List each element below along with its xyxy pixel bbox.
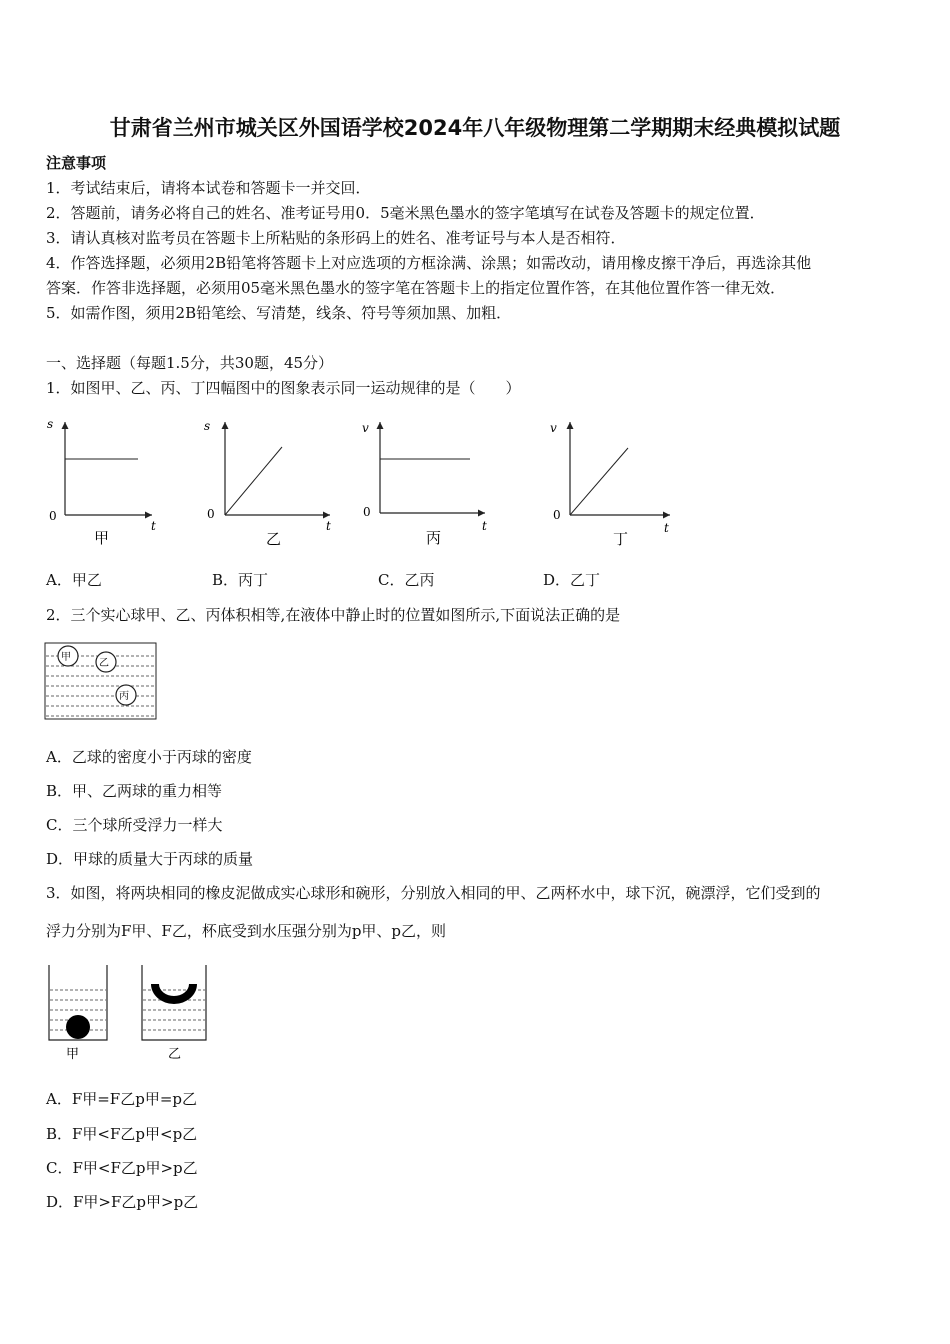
note-item: 1．考试结束后，请将本试卷和答题卡一并交回． — [46, 179, 371, 197]
graph-ding-origin: 0 — [553, 508, 561, 522]
cup-yi-label: 乙 — [168, 1047, 182, 1062]
note-item: 答案．作答非选择题，必须用05毫米黑色墨水的签字笔在答题卡上的指定位置作答，在其他位置作答一律无效． — [46, 279, 786, 297]
graph-bing-xlabel: t — [482, 519, 487, 533]
q3-option-a: A．F甲=F乙p甲=p乙 — [46, 1090, 197, 1108]
graph-ding-xlabel: t — [664, 521, 669, 535]
graph-ding — [550, 421, 670, 548]
ball-yi — [96, 652, 116, 672]
q2-option-d: D．甲球的质量大于丙球的质量 — [46, 850, 254, 868]
ball-jia-label: 甲 — [61, 652, 71, 663]
floating-bowl — [151, 984, 197, 1004]
q3-option-b: B．F甲<F乙p甲<p乙 — [46, 1125, 198, 1143]
sunk-ball — [66, 1015, 90, 1039]
notes-heading: 注意事项 — [46, 154, 107, 172]
note-item: 5．如需作图，须用2B铅笔绘、写清楚，线条、符号等须加黑、加粗． — [46, 304, 512, 322]
graph-yi-xlabel: t — [326, 519, 331, 533]
graph-yi-label: 乙 — [266, 530, 282, 548]
graph-jia-xlabel: t — [151, 519, 156, 533]
q2-option-a: A．乙球的密度小于丙球的密度 — [46, 748, 252, 766]
q3-option-c: C．F甲<F乙p甲>p乙 — [46, 1159, 198, 1177]
graph-yi — [204, 419, 331, 548]
graph-yi-origin: 0 — [207, 507, 215, 521]
graph-jia-label: 甲 — [94, 529, 110, 547]
q3-figure — [44, 960, 214, 1066]
graph-bing-label: 丙 — [426, 529, 442, 547]
section-heading: 一、选择题（每题1.5分，共30题，45分） — [46, 354, 334, 372]
graph-ding-label: 丁 — [613, 530, 629, 548]
graph-jia-ylabel: s — [47, 417, 54, 431]
q3-stem-line1: 3．如图，将两块相同的橡皮泥做成实心球形和碗形，分别放入相同的甲、乙两杯水中，球下沉，碗漂浮，它们受到的 — [46, 884, 821, 902]
graph-bing — [362, 421, 487, 547]
graph-yi-line — [225, 447, 282, 515]
note-item: 3．请认真核对监考员在答题卡上所粘贴的条形码上的姓名、准考证号与本人是否相符． — [46, 229, 626, 247]
page-title: 甘肃省兰州市城关区外国语学校2024年八年级物理第二学期期末经典模拟试题 — [109, 116, 841, 140]
q1-stem: 1．如图甲、乙、丙、丁四幅图中的图象表示同一运动规律的是（ ） — [46, 379, 521, 397]
q1-option-d: D．乙丁 — [543, 571, 601, 589]
q1-graphs — [40, 410, 700, 555]
q3-option-d: D．F甲>F乙p甲>p乙 — [46, 1193, 199, 1211]
q2-option-c: C．三个球所受浮力一样大 — [46, 816, 223, 834]
q1-option-b: B．丙丁 — [212, 571, 269, 589]
graph-ding-line — [570, 448, 628, 515]
cup-jia-label: 甲 — [66, 1047, 80, 1062]
ball-bing — [116, 685, 136, 705]
ball-yi-label: 乙 — [99, 658, 109, 669]
graph-yi-ylabel: s — [204, 419, 211, 433]
note-item: 4．作答选择题，必须用2B铅笔将答题卡上对应选项的方框涂满、涂黑；如需改动，请用橡皮擦干净后，再选涂其他 — [46, 254, 812, 272]
ball-bing-label: 丙 — [119, 691, 129, 702]
graph-jia — [47, 417, 156, 547]
q2-figure — [44, 642, 160, 722]
cup-jia — [49, 965, 107, 1062]
q1-option-a: A．甲乙 — [46, 571, 102, 589]
cup-yi — [142, 965, 206, 1062]
ball-jia — [58, 646, 78, 666]
graph-bing-origin: 0 — [363, 505, 371, 519]
graph-bing-ylabel: v — [362, 421, 369, 435]
q3-stem-line2: 浮力分别为F甲、F乙，杯底受到水压强分别为p甲、p乙，则 — [46, 922, 447, 940]
q1-option-c: C．乙丙 — [378, 571, 435, 589]
graph-jia-origin: 0 — [49, 509, 57, 523]
q2-option-b: B．甲、乙两球的重力相等 — [46, 782, 223, 800]
q2-stem: 2．三个实心球甲、乙、丙体积相等,在液体中静止时的位置如图所示,下面说法正确的是 — [46, 606, 621, 624]
graph-ding-ylabel: v — [550, 421, 557, 435]
note-item: 2．答题前，请务必将自己的姓名、准考证号用0．5毫米黑色墨水的签字笔填写在试卷及答题卡的规定位置． — [46, 204, 765, 222]
